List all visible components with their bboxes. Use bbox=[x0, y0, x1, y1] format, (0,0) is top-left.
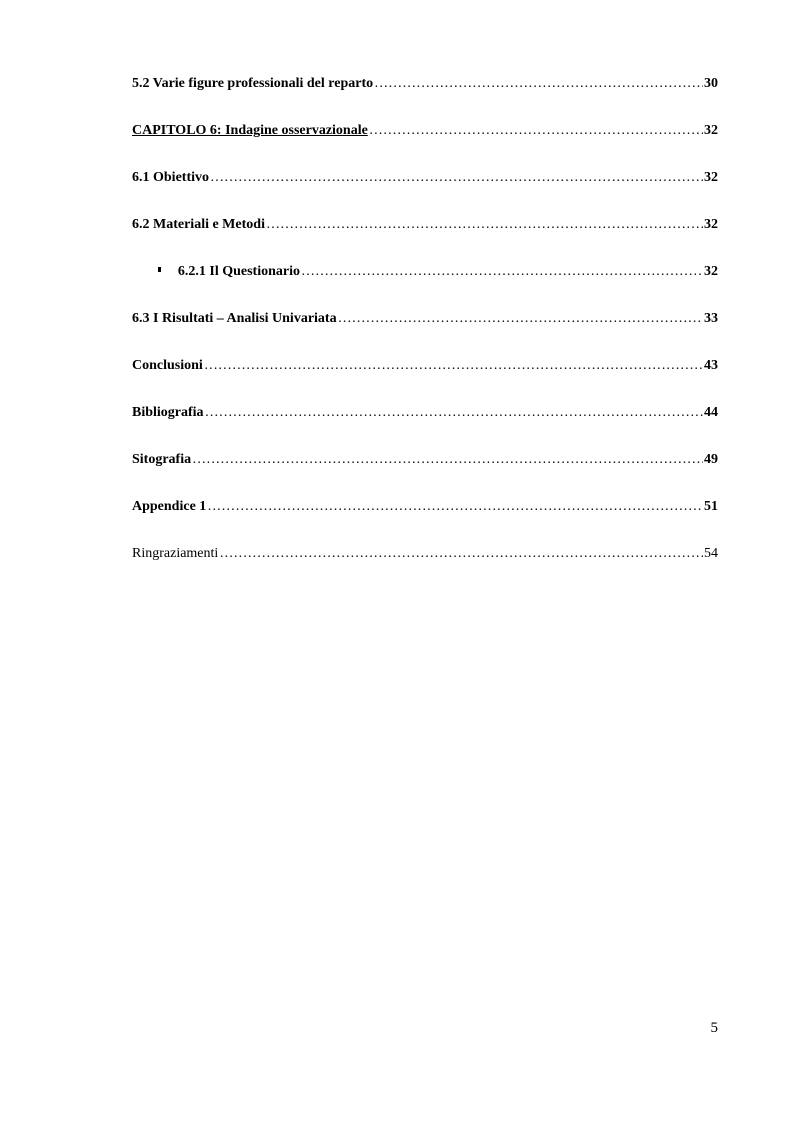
toc-entry-page: 32 bbox=[704, 264, 718, 279]
toc-entry-title: 5.2 Varie figure professionali del reparto bbox=[132, 76, 374, 91]
dot-leader bbox=[374, 74, 703, 94]
toc-entry-title: Ringraziamenti bbox=[132, 546, 219, 561]
toc-entry[interactable] bbox=[132, 403, 718, 450]
table-of-contents bbox=[132, 74, 718, 591]
toc-entry[interactable] bbox=[132, 121, 718, 168]
toc-entry-page: 49 bbox=[704, 452, 718, 467]
toc-entry-page: 32 bbox=[704, 170, 718, 185]
dot-leader bbox=[369, 121, 703, 141]
toc-entry-page: 44 bbox=[704, 405, 718, 420]
dot-leader bbox=[204, 356, 703, 376]
dot-leader bbox=[266, 215, 703, 235]
dot-leader bbox=[301, 262, 703, 282]
toc-entry[interactable] bbox=[132, 74, 718, 121]
toc-entry[interactable] bbox=[132, 356, 718, 403]
toc-entry-page: 54 bbox=[704, 546, 718, 561]
toc-entry[interactable] bbox=[132, 309, 718, 356]
dot-leader bbox=[219, 544, 703, 564]
toc-entry-page: 30 bbox=[704, 76, 718, 91]
toc-entry-title: 6.1 Obiettivo bbox=[132, 170, 209, 185]
toc-entry-title: Bibliografia bbox=[132, 405, 204, 420]
toc-entry[interactable] bbox=[132, 168, 718, 215]
dot-leader bbox=[205, 403, 703, 423]
dot-leader bbox=[210, 168, 703, 188]
toc-entry-title: 6.2 Materiali e Metodi bbox=[132, 217, 265, 232]
dot-leader bbox=[192, 450, 703, 470]
square-bullet-icon bbox=[158, 267, 161, 272]
toc-entry-title: Sitografia bbox=[132, 452, 192, 467]
toc-entry-page: 51 bbox=[704, 499, 718, 514]
toc-entry[interactable] bbox=[132, 544, 718, 591]
toc-entry[interactable] bbox=[132, 450, 718, 497]
toc-entry-page: 32 bbox=[704, 217, 718, 232]
dot-leader bbox=[338, 309, 703, 329]
toc-subentry[interactable] bbox=[132, 262, 718, 309]
toc-entry-page: 33 bbox=[704, 311, 718, 326]
toc-entry-title: 6.3 I Risultati – Analisi Univariata bbox=[132, 311, 337, 326]
page-number: 5 bbox=[710, 1020, 718, 1036]
toc-entry-title: Conclusioni bbox=[132, 358, 203, 373]
toc-entry-page: 32 bbox=[704, 123, 718, 138]
toc-entry-title: Appendice 1 bbox=[132, 499, 207, 514]
toc-entry[interactable] bbox=[132, 497, 718, 544]
toc-entry[interactable] bbox=[132, 215, 718, 262]
dot-leader bbox=[207, 497, 703, 517]
toc-entry-title: 6.2.1 Il Questionario bbox=[177, 264, 300, 279]
toc-entry-page: 43 bbox=[704, 358, 718, 373]
toc-chapter-title: CAPITOLO 6: Indagine osservazionale bbox=[132, 123, 368, 138]
